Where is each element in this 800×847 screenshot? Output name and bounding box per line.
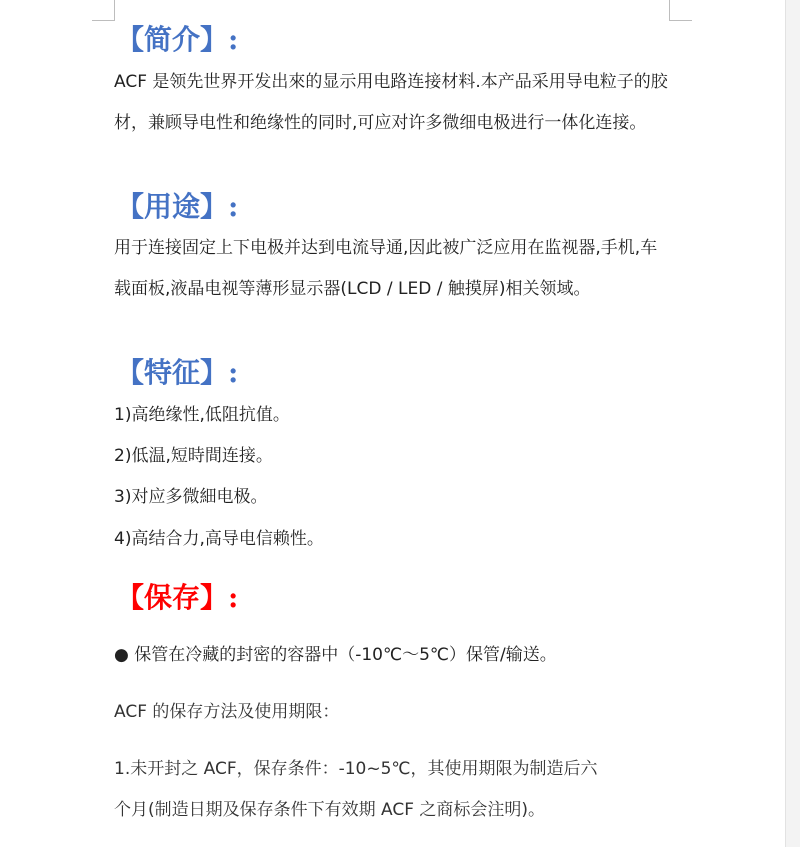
feature-item-3: 3)对应多微細电极。 xyxy=(114,487,268,507)
storage-heading: 【保存】: xyxy=(116,581,239,614)
right-gutter xyxy=(785,0,800,847)
usage-paragraph: 用于连接固定上下电极并达到电流导通,因此被广泛应用在监视器,手机,车载面板,液晶电视等薄形显示器(LCD / LED / 触摸屏)相关领域。 xyxy=(114,238,658,299)
crop-mark-top-left xyxy=(92,0,115,21)
feature-item-2: 2)低温,短時間连接。 xyxy=(114,446,273,466)
intro-heading: 【简介】: xyxy=(116,23,239,56)
features-heading: 【特征】: xyxy=(116,356,239,389)
storage-method-title: ACF 的保存方法及使用期限： xyxy=(114,702,340,722)
intro-paragraph: ACF 是领先世界开发出來的显示用电路连接材料.本产品采用导电粒子的胶材，兼顾导电性和绝缘性的同时,可应对许多微细电极进行一体化连接。 xyxy=(114,72,668,133)
feature-item-1: 1)高绝缘性,低阻抗值。 xyxy=(114,405,290,425)
feature-item-4: 4)高结合力,高导电信赖性。 xyxy=(114,529,324,549)
storage-rule-1-line-1: 1.未开封之 ACF，保存条件：-10~5℃，其使用期限为制造后六 xyxy=(114,759,598,779)
storage-bullet: ● 保管在冷藏的封密的容器中（-10℃～5℃）保管/输送。 xyxy=(114,645,557,665)
crop-mark-top-right xyxy=(669,0,692,21)
storage-rule-1-line-2: 个月(制造日期及保存条件下有效期 ACF 之商标会注明)。 xyxy=(114,800,546,820)
usage-heading: 【用途】: xyxy=(116,190,239,223)
